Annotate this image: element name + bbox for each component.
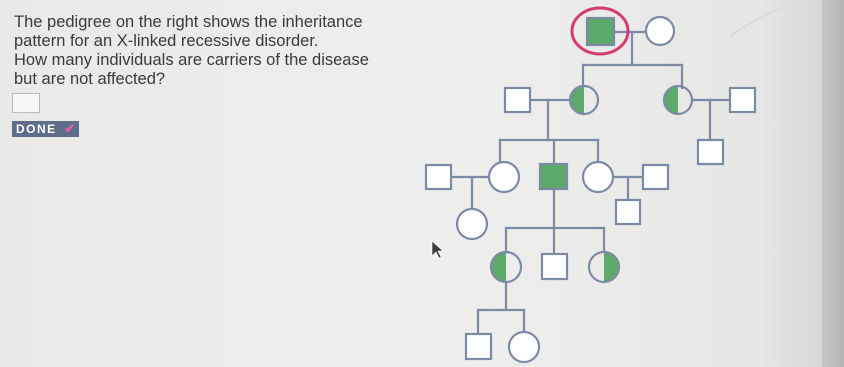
unaffected-female[interactable] [489, 162, 519, 192]
pedigree-individuals [426, 8, 755, 362]
carrier-female[interactable] [570, 86, 598, 114]
mouse-cursor-icon [432, 241, 443, 258]
question-line: How many individuals are carriers of the disease [14, 51, 369, 69]
unaffected-female[interactable] [457, 209, 487, 239]
unaffected-female[interactable] [583, 162, 613, 192]
carrier-female[interactable] [491, 252, 521, 282]
unaffected-male[interactable] [426, 165, 451, 189]
affected-male[interactable] [587, 18, 614, 45]
background-mark [730, 4, 790, 36]
affected-male[interactable] [540, 164, 567, 189]
unaffected-male[interactable] [542, 254, 567, 279]
carrier-female[interactable] [664, 86, 692, 114]
question-line: but are not affected? [14, 70, 166, 88]
unaffected-male[interactable] [505, 88, 530, 112]
unaffected-female[interactable] [646, 17, 674, 45]
question-line: The pedigree on the right shows the inheritance [14, 13, 363, 31]
carrier-female[interactable] [589, 252, 619, 282]
question-line: pattern for an X-linked recessive disorder. [14, 32, 319, 50]
unaffected-male[interactable] [466, 334, 491, 359]
unaffected-male[interactable] [730, 88, 755, 112]
unaffected-male[interactable] [643, 165, 668, 189]
done-label: DONE [16, 122, 57, 136]
unaffected-male[interactable] [616, 200, 640, 224]
checkmark-icon: ✔ [64, 121, 77, 136]
unaffected-male[interactable] [698, 140, 723, 164]
unaffected-female[interactable] [509, 332, 539, 362]
